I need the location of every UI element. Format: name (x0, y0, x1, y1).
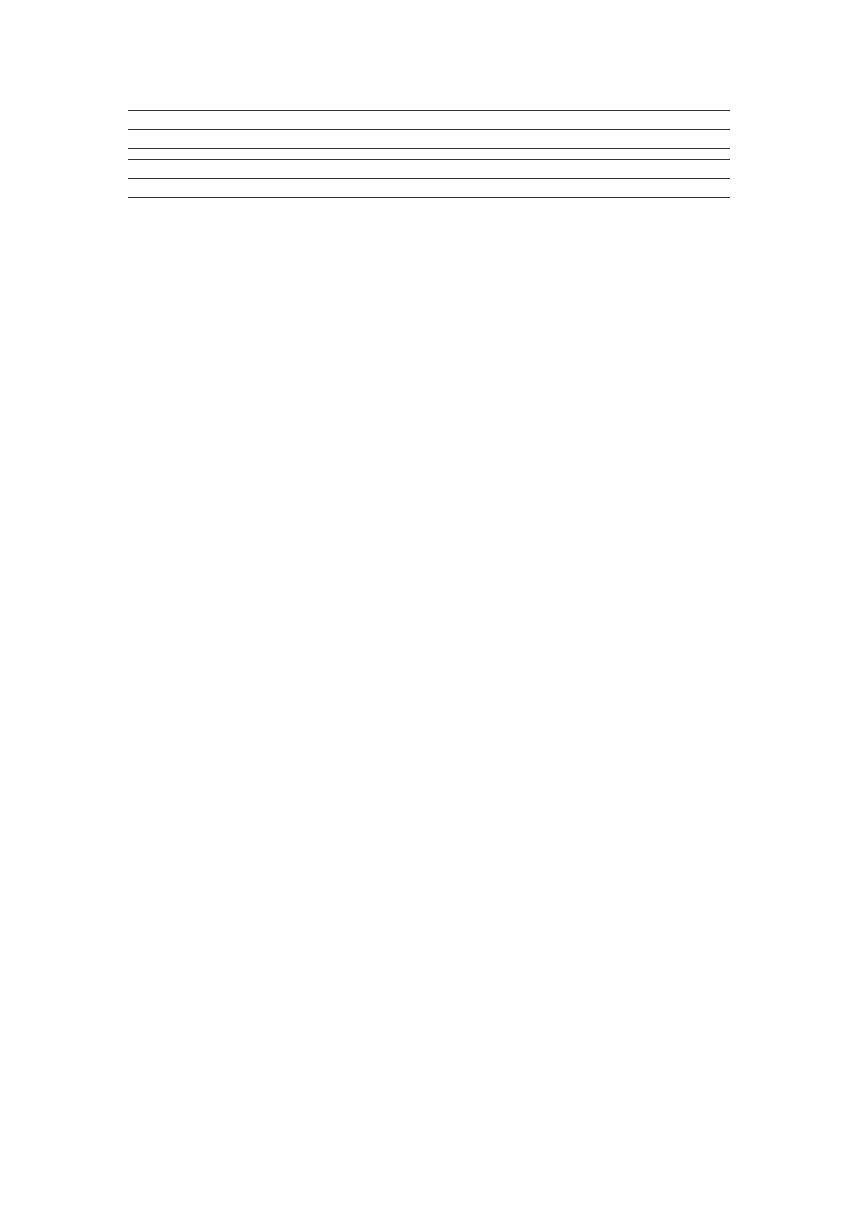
answer-line (128, 110, 730, 111)
answer-lines-q4 (128, 110, 730, 149)
answer-line (128, 159, 730, 160)
answer-line (128, 178, 730, 179)
answer-line (128, 197, 730, 198)
answer-line (128, 148, 730, 149)
document-body (128, 102, 730, 208)
answer-lines-q5 (128, 159, 730, 198)
answer-line (128, 129, 730, 130)
